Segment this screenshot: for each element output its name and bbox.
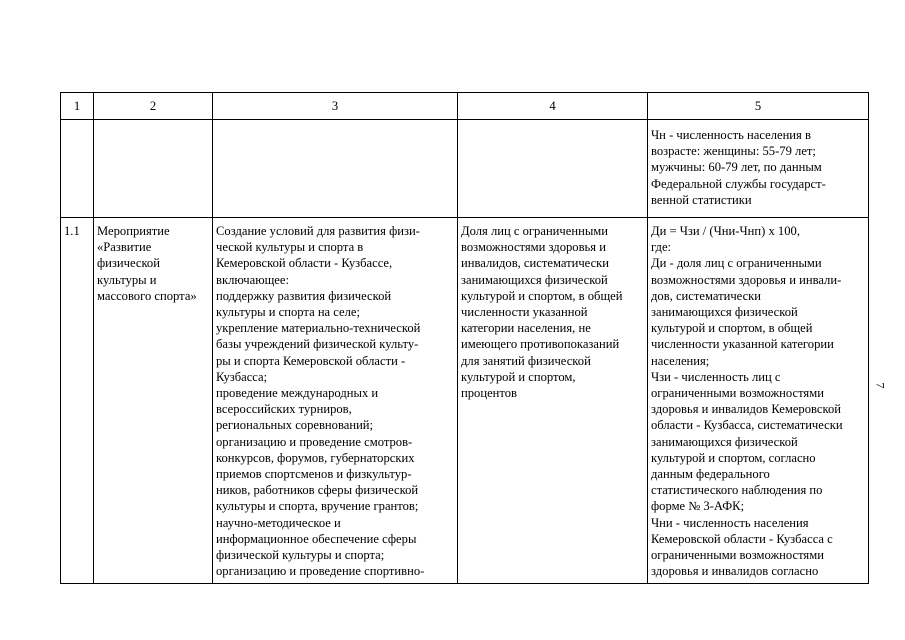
cell-text-line: возможностями здоровья и инвали- (651, 272, 842, 287)
cell-text-line: занимающихся физической (651, 434, 798, 449)
row1-col4-cell (458, 120, 648, 218)
cell-text-line: населения; (651, 353, 710, 368)
cell-text-line: Чн - численность населения в (651, 128, 811, 142)
cell-text-line: Федеральной службы государст- (651, 176, 826, 191)
cell-text-line: поддержку развития физической (216, 288, 392, 303)
cell-text-line: укрепление материально-технической (216, 321, 421, 336)
cell-text-line: категории населения, не (461, 321, 591, 336)
cell-text-line: включающее: (216, 272, 289, 287)
row1-col1-cell (61, 120, 94, 218)
cell-text-line: «Развитие (97, 240, 152, 255)
cell-text-line: здоровья и инвалидов согласно (651, 564, 819, 579)
cell-text-line: ограниченными возможностями (651, 386, 824, 401)
cell-text-line: Ди - доля лиц с ограниченными (651, 256, 822, 271)
cell-text-line: венной статистики (651, 192, 752, 207)
cell-text-line: информационное обеспечение сферы (216, 531, 417, 546)
cell-text-line: организацию и проведение смотров- (216, 434, 413, 449)
cell-text-line: дов, систематически (651, 288, 762, 303)
cell-text-line: мужчины: 60-79 лет, по данным (651, 160, 822, 175)
header-col-1: 1 (61, 93, 94, 120)
cell-text-line: культуры и спорта на селе; (216, 305, 360, 320)
header-col-2: 2 (94, 93, 213, 120)
cell-text-line: конкурсов, форумов, губернаторских (216, 450, 415, 465)
cell-text-line: Доля лиц с ограниченными (461, 224, 608, 238)
cell-text-line: численности указанной (461, 305, 588, 320)
cell-text-line: приемов спортсменов и физкультур- (216, 467, 412, 482)
cell-text-line: культурой и спортом, согласно (651, 450, 816, 465)
page-number: 7 (873, 382, 888, 389)
document-table (60, 92, 869, 584)
cell-text-line: для занятий физической (461, 353, 591, 368)
cell-text-line: научно-методическое и (216, 515, 341, 530)
cell-text-line: культуры и спорта, вручение грантов; (216, 499, 419, 514)
header-col-5: 5 (648, 93, 869, 120)
cell-text-line: физической культуры и спорта; (216, 548, 385, 563)
table-row (61, 120, 869, 218)
cell-text-line: занимающихся физической (651, 305, 798, 320)
row2-number-cell (61, 218, 94, 584)
cell-text-line: проведение международных и (216, 386, 379, 401)
row2-description-cell (213, 218, 458, 584)
cell-text-line: Кузбасса; (216, 369, 268, 384)
cell-text-line: культурой и спортом, (461, 369, 576, 384)
cell-text-line: инвалидов, систематически (461, 256, 610, 271)
cell-text-line: Чни - численность населения (651, 515, 809, 530)
row2-formula-cell (648, 218, 869, 584)
header-col-3: 3 (213, 93, 458, 120)
cell-text-line: области - Кузбасса, систематически (651, 418, 843, 433)
cell-text-line: где: (651, 240, 672, 255)
row2-activity-cell (94, 218, 213, 584)
cell-text-line: Кемеровской области - Кузбассе, (216, 256, 393, 271)
cell-text-line: ческой культуры и спорта в (216, 240, 364, 255)
cell-text-line: Создание условий для развития физи- (216, 224, 420, 238)
cell-text-line: ников, работников сферы физической (216, 483, 419, 498)
cell-text-line: культурой и спортом, в общей (461, 288, 623, 303)
row2-indicator-cell (458, 218, 648, 584)
cell-text-line: возможностями здоровья и (461, 240, 606, 255)
cell-text-line: 1.1 (64, 224, 80, 238)
row1-col5-cell (648, 120, 869, 218)
cell-text-line: процентов (461, 386, 517, 401)
cell-text-line: региональных соревнований; (216, 418, 374, 433)
cell-text-line: физической (97, 256, 160, 271)
cell-text-line: Мероприятие (97, 224, 170, 238)
cell-text-line: форме № 3-АФК; (651, 499, 745, 514)
row1-col3-cell (213, 120, 458, 218)
table-header-row (61, 93, 869, 120)
table-row (61, 218, 869, 584)
cell-text-line: возрасте: женщины: 55-79 лет; (651, 144, 816, 159)
cell-text-line: статистического наблюдения по (651, 483, 823, 498)
cell-text-line: здоровья и инвалидов Кемеровской (651, 402, 841, 417)
cell-text-line: культурой и спортом, в общей (651, 321, 813, 336)
cell-text-line: культуры и (97, 272, 157, 287)
header-col-4: 4 (458, 93, 648, 120)
cell-text-line: данным федерального (651, 467, 770, 482)
cell-text-line: имеющего противопоказаний (461, 337, 620, 352)
cell-text-line: занимающихся физической (461, 272, 608, 287)
cell-text-line: Чзи - численность лиц с (651, 369, 781, 384)
cell-text-line: ограниченными возможностями (651, 548, 824, 563)
cell-text-line: Кемеровской области - Кузбасса с (651, 531, 833, 546)
cell-text-line: Ди = Чзи / (Чни-Чнп) x 100, (651, 224, 800, 238)
cell-text-line: всероссийских турниров, (216, 402, 352, 417)
cell-text-line: базы учреждений физической культу- (216, 337, 419, 352)
cell-text-line: ры и спорта Кемеровской области - (216, 353, 406, 368)
cell-text-line: организацию и проведение спортивно- (216, 564, 425, 579)
cell-text-line: массового спорта» (97, 288, 197, 303)
cell-text-line: численности указанной категории (651, 337, 834, 352)
row1-col2-cell (94, 120, 213, 218)
